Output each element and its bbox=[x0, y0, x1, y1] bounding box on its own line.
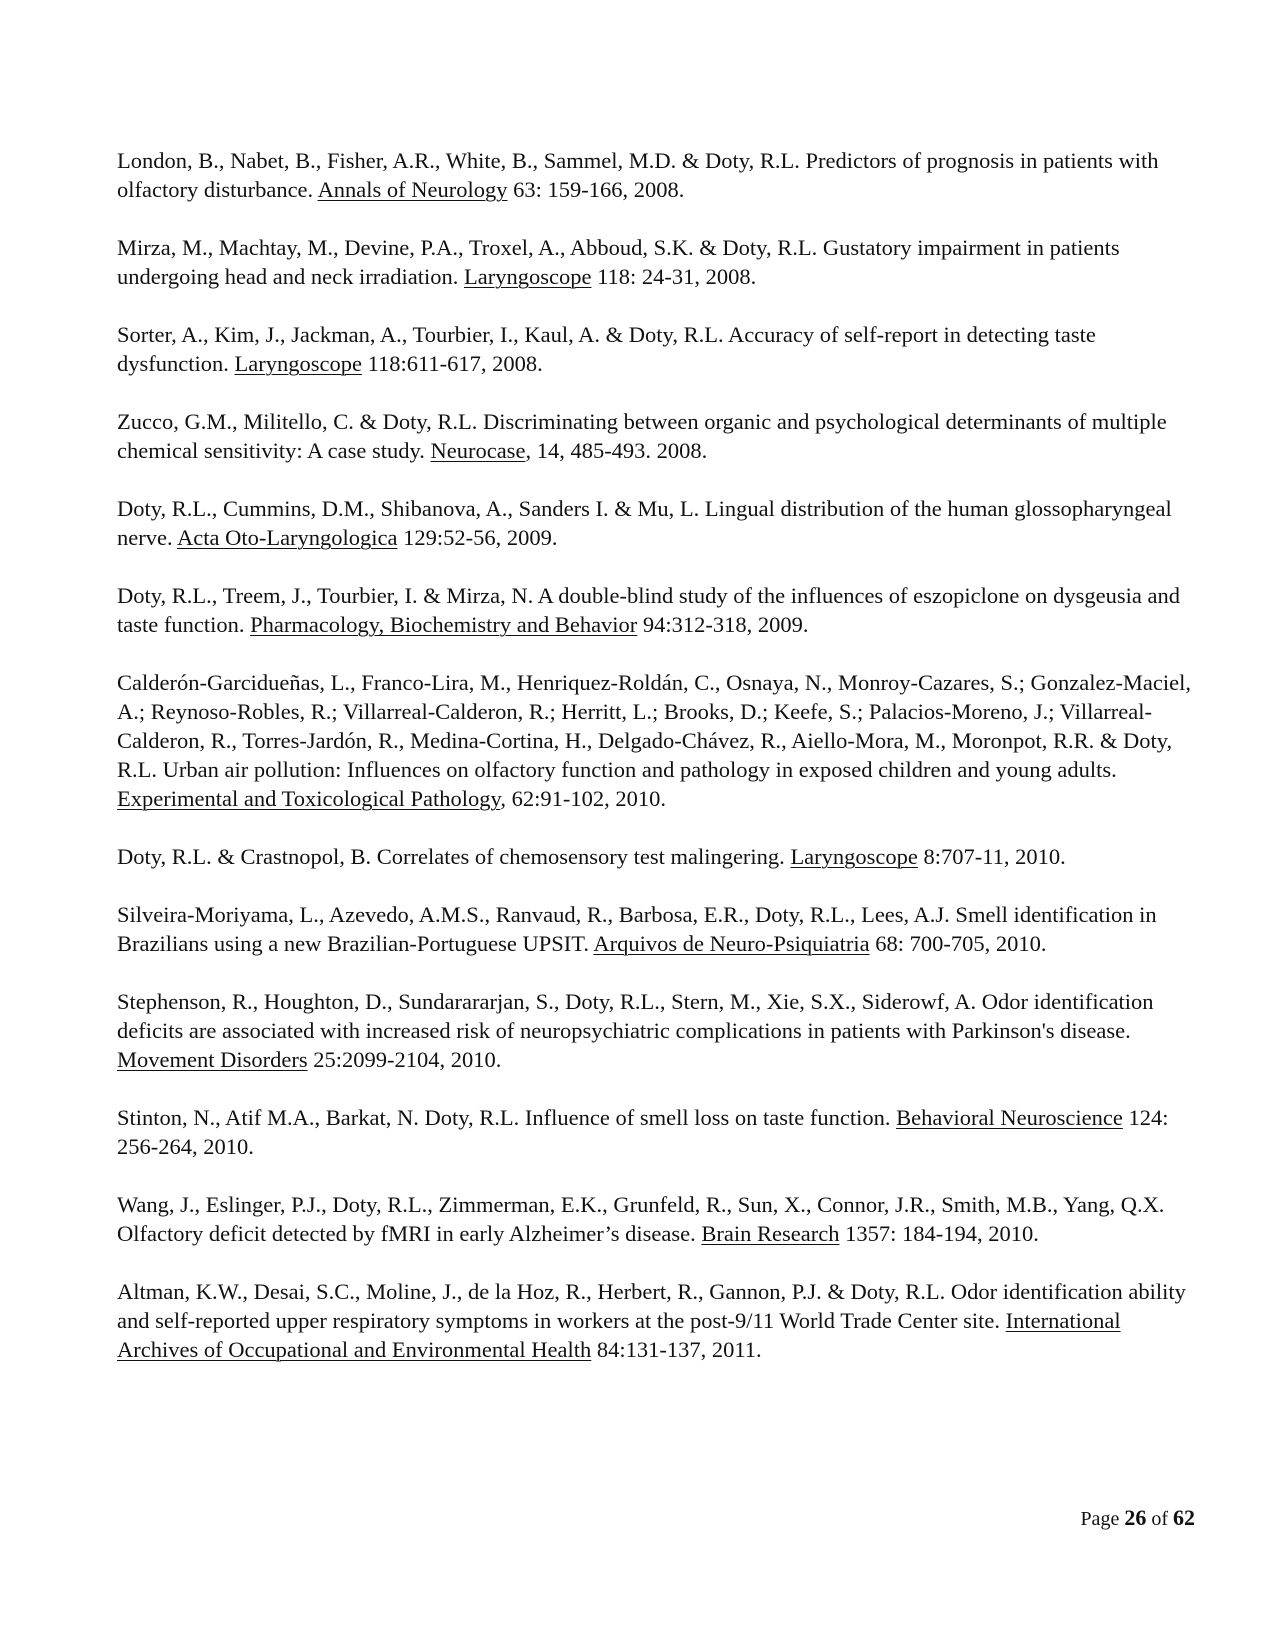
reference-details: 84:131-137, 2011. bbox=[591, 1337, 762, 1362]
reference-entry bbox=[117, 494, 1195, 552]
journal-title: Annals of Neurology bbox=[317, 177, 508, 202]
reference-entry bbox=[117, 1103, 1195, 1161]
journal-title: Experimental and Toxicological Pathology bbox=[117, 786, 501, 811]
reference-details: 118: 24-31, 2008. bbox=[591, 264, 757, 289]
reference-citation: Wang, J., Eslinger, P.J., Doty, R.L., Zimmerman, E.K., Grunfeld, R., Sun, X., Connor, J.R., Smith, M.B., Yang, Q.X. Olfactory deficit detected by fMRI in early Alzheimer’s disease. bbox=[117, 1192, 1165, 1246]
reference-details: 94:312-318, 2009. bbox=[637, 612, 809, 637]
reference-details: 25:2099-2104, 2010. bbox=[307, 1047, 502, 1072]
reference-citation: Doty, R.L., Treem, J., Tourbier, I. & Mirza, N. A double-blind study of the influences of eszopiclone on dysgeusia and taste function. bbox=[117, 583, 1180, 637]
journal-title: Laryngoscope bbox=[790, 844, 918, 869]
reference-citation: Stephenson, R., Houghton, D., Sundarararjan, S., Doty, R.L., Stern, M., Xie, S.X., Siderowf, A. Odor identification deficits are associated with increased risk of neuropsychiatric complications in patients with Parkinson's disease. bbox=[117, 989, 1154, 1043]
reference-entry bbox=[117, 842, 1195, 871]
reference-citation: Doty, R.L., Cummins, D.M., Shibanova, A., Sanders I. & Mu, L. Lingual distribution of the human glossopharyngeal nerve. bbox=[117, 496, 1172, 550]
reference-citation: Zucco, G.M., Militello, C. & Doty, R.L. Discriminating between organic and psychological determinants of multiple chemical sensitivity: A case study. bbox=[117, 409, 1167, 463]
reference-details: 1357: 184-194, 2010. bbox=[839, 1221, 1039, 1246]
reference-entry bbox=[117, 233, 1195, 291]
journal-title: Brain Research bbox=[701, 1221, 840, 1246]
reference-details: 63: 159-166, 2008. bbox=[507, 177, 685, 202]
journal-title: Neurocase bbox=[430, 438, 526, 463]
page-footer bbox=[1080, 1505, 1195, 1532]
reference-entry bbox=[117, 320, 1195, 378]
reference-entry bbox=[117, 987, 1195, 1074]
reference-details: 8:707-11, 2010. bbox=[917, 844, 1066, 869]
journal-title: Laryngoscope bbox=[234, 351, 362, 376]
reference-details: 68: 700-705, 2010. bbox=[869, 931, 1047, 956]
page-number: 26 bbox=[1124, 1505, 1147, 1530]
page-label: Page bbox=[1080, 1508, 1125, 1530]
reference-entry bbox=[117, 146, 1195, 204]
reference-details: 118:611-617, 2008. bbox=[361, 351, 543, 376]
reference-list bbox=[117, 146, 1195, 1393]
reference-details: , 14, 485-493. 2008. bbox=[525, 438, 708, 463]
journal-title: Behavioral Neuroscience bbox=[896, 1105, 1123, 1130]
reference-details: 129:52-56, 2009. bbox=[397, 525, 558, 550]
reference-citation: Calderón-Garcidueñas, L., Franco-Lira, M., Henriquez-Roldán, C., Osnaya, N., Monroy-Cazares, S.; Gonzalez-Maciel, A.; Reynoso-Robles, R.; Villarreal-Calderon, R.; Herritt, L.; Brooks, D.; Keefe, S.; Palacios-Moreno, J.; Villarreal-Calderon, R., Torres-Jardón, R., Medina-Cortina, H., Delgado-Chávez, R., Aiello-Mora, M., Moronpot, R.R. & Doty, R.L. Urban air pollution: Influences on olfactory function and pathology in exposed children and young adults. bbox=[117, 670, 1192, 782]
journal-title: Arquivos de Neuro-Psiquiatria bbox=[593, 931, 870, 956]
of-label: of bbox=[1146, 1508, 1173, 1530]
reference-citation: London, B., Nabet, B., Fisher, A.R., White, B., Sammel, M.D. & Doty, R.L. Predictors of prognosis in patients with olfactory disturbance. bbox=[117, 148, 1159, 202]
reference-entry bbox=[117, 407, 1195, 465]
reference-citation: Doty, R.L. & Crastnopol, B. Correlates of chemosensory test malingering. bbox=[117, 844, 791, 869]
reference-details: , 62:91-102, 2010. bbox=[500, 786, 666, 811]
reference-entry bbox=[117, 900, 1195, 958]
reference-citation: Altman, K.W., Desai, S.C., Moline, J., de la Hoz, R., Herbert, R., Gannon, P.J. & Doty, R.L. Odor identification ability and self-reported upper respiratory symptoms in workers at the post-9/11 World Trade Center site. bbox=[117, 1279, 1186, 1333]
journal-title: Pharmacology, Biochemistry and Behavior bbox=[250, 612, 638, 637]
journal-title: Acta Oto-Laryngologica bbox=[176, 525, 398, 550]
total-pages: 62 bbox=[1173, 1505, 1195, 1530]
reference-citation: Silveira-Moriyama, L., Azevedo, A.M.S., Ranvaud, R., Barbosa, E.R., Doty, R.L., Lees, A.J. Smell identification in Brazilians using a new Brazilian-Portuguese UPSIT. bbox=[117, 902, 1157, 956]
journal-title: Laryngoscope bbox=[463, 264, 592, 289]
reference-entry bbox=[117, 1190, 1195, 1248]
reference-entry bbox=[117, 581, 1195, 639]
reference-citation: Sorter, A., Kim, J., Jackman, A., Tourbier, I., Kaul, A. & Doty, R.L. Accuracy of self-report in detecting taste dysfunction. bbox=[117, 322, 1096, 376]
reference-entry bbox=[117, 668, 1195, 813]
journal-title: International Archives of Occupational and Environmental Health bbox=[117, 1308, 1121, 1362]
reference-details: 124: 256-264, 2010. bbox=[117, 1105, 1169, 1159]
journal-title: Movement Disorders bbox=[117, 1047, 308, 1072]
reference-citation: Stinton, N., Atif M.A., Barkat, N. Doty, R.L. Influence of smell loss on taste function. bbox=[117, 1105, 897, 1130]
reference-entry bbox=[117, 1277, 1195, 1364]
reference-citation: Mirza, M., Machtay, M., Devine, P.A., Troxel, A., Abboud, S.K. & Doty, R.L. Gustatory impairment in patients undergoing head and neck irradiation. bbox=[117, 235, 1120, 289]
